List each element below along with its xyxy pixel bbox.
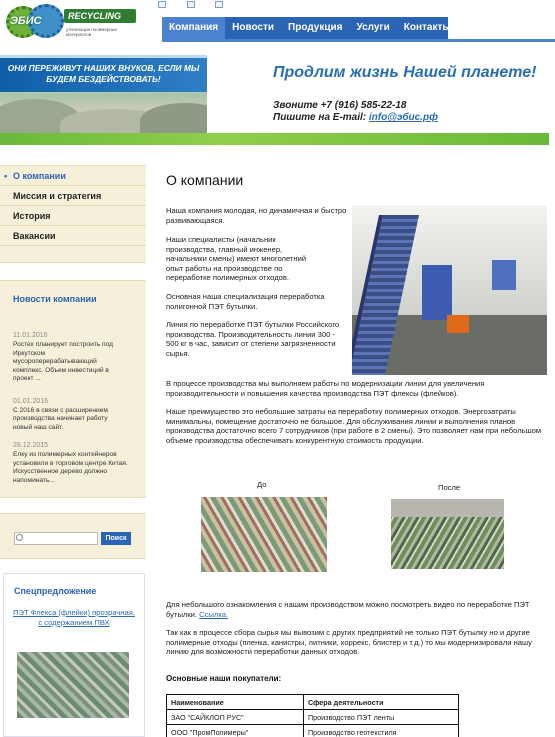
video-link[interactable]: Ссылка.: [199, 609, 229, 619]
page-title: О компании: [166, 172, 244, 188]
table-row: [167, 710, 459, 725]
news-item[interactable]: С 2016 в связи с расширением производства начинает работу новый наш сайт.: [13, 406, 108, 431]
logo-name: ЭБИС: [10, 15, 42, 27]
nav-company[interactable]: Компания: [162, 17, 225, 39]
photo-machine: [422, 265, 452, 320]
table-cell: ООО "ПромПолимеры": [167, 725, 304, 737]
table-row: [167, 725, 459, 737]
table-header: Наименование: [167, 695, 304, 710]
pet-flakes-image[interactable]: [17, 652, 129, 718]
nav-products[interactable]: Продукция: [288, 22, 343, 33]
table-cell: Производство ПЭТ ленты: [304, 710, 459, 725]
home-icon[interactable]: [158, 1, 166, 8]
search-input[interactable]: [14, 532, 98, 545]
news-item[interactable]: Елку из полимерных контейнеров установили в торговом центре Китая. Искусственное дерево должно напоминать...: [13, 451, 128, 484]
contact-info: [273, 100, 438, 124]
news-title[interactable]: Новости компании: [13, 294, 97, 304]
production-line-photo: [352, 205, 547, 375]
search-button[interactable]: Поиск: [101, 532, 131, 545]
email-link[interactable]: info@эбис.рф: [368, 112, 438, 123]
email-label: Пишите на E-mail:: [273, 112, 367, 123]
modernization-paragraph: В процессе производства мы выполняем работы по модернизации линии для увеличения производительности и повышения качества производства ПЭТ флексы (флейков).: [166, 379, 485, 398]
table-cell: Производство геотекстиля: [304, 725, 459, 737]
main-navigation: [162, 17, 451, 39]
search-panel: [0, 513, 146, 559]
buyers-title: Основные наши покупатели:: [166, 674, 282, 683]
raw-materials-paragraph: Так как в процессе сбора сырья мы вывозим с других предприятий не только ПЭТ бутылку но и другие полимерные отходы (пленка, канистры, литники, коррекс, блистер и т.д.) то мы модернизировали нашу линию для возможности переработки данных отходов.: [166, 628, 532, 657]
company-logo[interactable]: [6, 3, 134, 41]
buyers-table: [166, 694, 459, 737]
special-offer-title: Спецпредложение: [14, 586, 97, 596]
waste-heap: [140, 103, 207, 133]
video-text: Для небольшого ознакомления с нашим производством можно посмотреть видео по переработке ПЭТ бутылки.: [166, 600, 530, 619]
special-offer-panel: [3, 573, 145, 737]
news-date: 28.12.2015: [13, 442, 49, 449]
sidebar-item-vacancies[interactable]: Вакансии: [0, 226, 146, 246]
sidebar-item-about[interactable]: • О компании: [0, 166, 146, 186]
video-paragraph: [166, 600, 536, 619]
nav-contacts[interactable]: Контакты: [403, 22, 451, 33]
sidebar-item-history[interactable]: История: [0, 206, 146, 226]
after-label: После: [438, 483, 461, 492]
mail-icon[interactable]: [187, 1, 195, 8]
news-item[interactable]: Ростех планирует построить под Иркутском мусороперерабатывающий комплекс. Объем инвестиций в проект ...: [13, 341, 113, 382]
table-cell: ЗАО "САЙКЛОП РУС": [167, 710, 304, 725]
nav-news[interactable]: Новости: [232, 22, 275, 33]
banner-headline: Продлим жизнь Нашей планете!: [273, 64, 537, 81]
before-label: До: [257, 480, 267, 489]
nav-underline: [162, 39, 555, 42]
sidebar-menu: [0, 165, 146, 263]
intro-paragraph: Наша компания молодая, но динамичная и быстро развивающаяся.: [166, 206, 347, 225]
banner-green-band: [0, 133, 549, 145]
sidebar-item-mission[interactable]: Миссия и стратегия: [0, 186, 146, 206]
logo-recycling: RECYCLING: [64, 9, 136, 23]
after-image: [391, 499, 504, 569]
table-header: Сфера деятельности: [304, 695, 459, 710]
phone-text: Звоните +7 (916) 585-22-18: [273, 100, 407, 111]
before-image: [201, 497, 327, 572]
logo-tagline: утилизация полимерных материалов: [66, 27, 118, 37]
photo-cart: [447, 315, 469, 333]
sitemap-icon[interactable]: [215, 1, 223, 8]
nav-services[interactable]: Услуги: [356, 22, 390, 33]
specialization-paragraph: Основная наша специализация переработка полигонной ПЭТ бутылки.: [166, 292, 325, 311]
special-offer-link[interactable]: ПЭТ Флекса (флейки) прозрачная, с содержанием ПВХ: [13, 608, 135, 627]
table-header-row: [167, 695, 459, 710]
banner-image: [0, 55, 207, 133]
specialists-paragraph: Наши специалисты (начальник производства, главный инженер, начальники смены) имеют многолетний опыт работы на производстве по переработке полимерных отходов.: [166, 235, 307, 283]
advantages-paragraph: Наше преимущество это небольшие затраты на переработку полимерных отходов. Энергозатраты минимальны, помещение достаточно не большое. Для обслуживания линии и выполнения планов производства достаточно всего 7 сотрудников (при работе в 2 смены). Это позволяет нам при небольшом объеме производства обеспечивать конкурентную стоимость продукции.: [166, 407, 542, 445]
news-date: 11.01.2016: [13, 332, 48, 339]
photo-machine: [492, 260, 516, 290]
banner-slogan: ОНИ ПЕРЕЖИВУТ НАШИХ ВНУКОВ, ЕСЛИ МЫ БУДЕМ БЕЗДЕЙСТВОВАТЬ!: [0, 58, 207, 92]
line-paragraph: Линия по переработке ПЭТ бутылки Российского производства. Производительность линии 300 - 500 кг в час, зависит от степени загрязненности сырья.: [166, 320, 340, 358]
news-panel: [0, 280, 146, 498]
news-date: 01.01.2016: [13, 397, 49, 405]
search-icon: [16, 534, 23, 541]
